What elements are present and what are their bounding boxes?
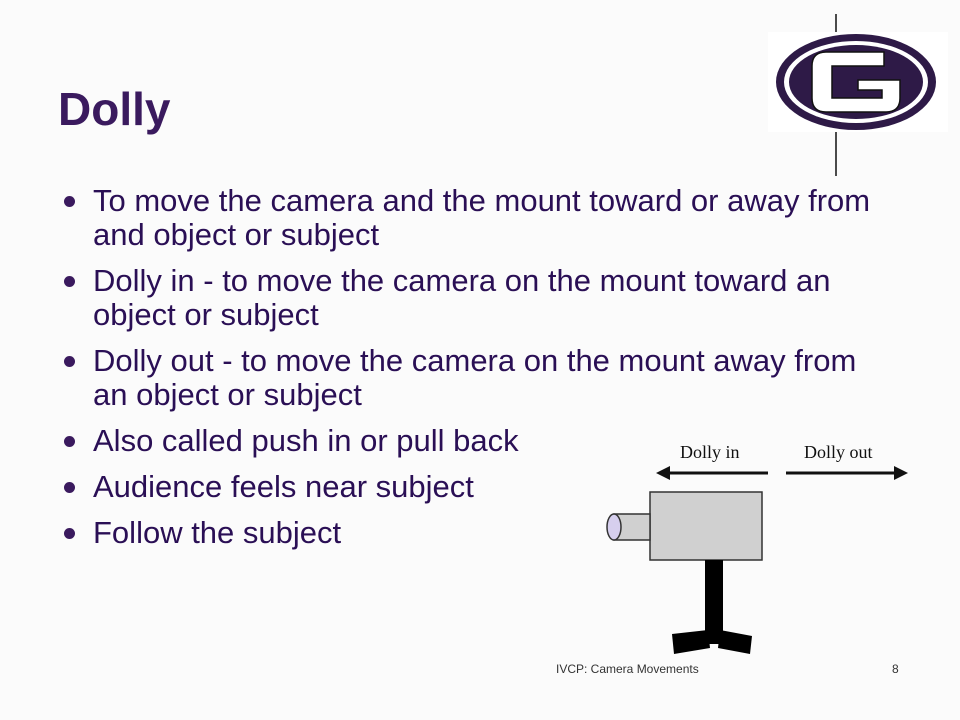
bullet-item — [62, 344, 882, 412]
bullet-dot-icon — [64, 276, 75, 287]
g-logo — [768, 12, 948, 178]
slide-title: Dolly — [58, 83, 171, 135]
lens-glass-icon — [607, 514, 621, 540]
bullet-text: To move the camera and the mount toward or away from and object or subject — [93, 183, 871, 252]
bullet-item — [62, 264, 882, 332]
bullet-text: Audience feels near subject — [93, 469, 474, 504]
bullet-dot-icon — [64, 528, 75, 539]
bullet-dot-icon — [64, 436, 75, 447]
camera-icon — [607, 492, 762, 654]
bullet-text: Dolly out - to move the camera on the mount away from an object or subject — [93, 343, 857, 412]
bullet-item — [62, 184, 882, 252]
bullet-dot-icon — [64, 196, 75, 207]
bullet-text: Follow the subject — [93, 515, 342, 550]
tripod-foot-left — [672, 630, 710, 654]
camera-body — [650, 492, 762, 560]
page-number: 8 — [892, 662, 899, 676]
dolly-in-arrow-icon — [656, 466, 768, 480]
dolly-in-label: Dolly in — [680, 442, 740, 462]
bullet-text: Also called push in or pull back — [93, 423, 519, 458]
dolly-out-arrow-icon — [786, 466, 908, 480]
bullet-dot-icon — [64, 356, 75, 367]
tripod-foot-right — [718, 630, 752, 654]
dolly-out-label: Dolly out — [804, 442, 873, 462]
dolly-diagram — [600, 436, 920, 656]
bullet-dot-icon — [64, 482, 75, 493]
footer-text: IVCP: Camera Movements — [556, 662, 699, 676]
bullet-text: Dolly in - to move the camera on the mount toward an object or subject — [93, 263, 831, 332]
